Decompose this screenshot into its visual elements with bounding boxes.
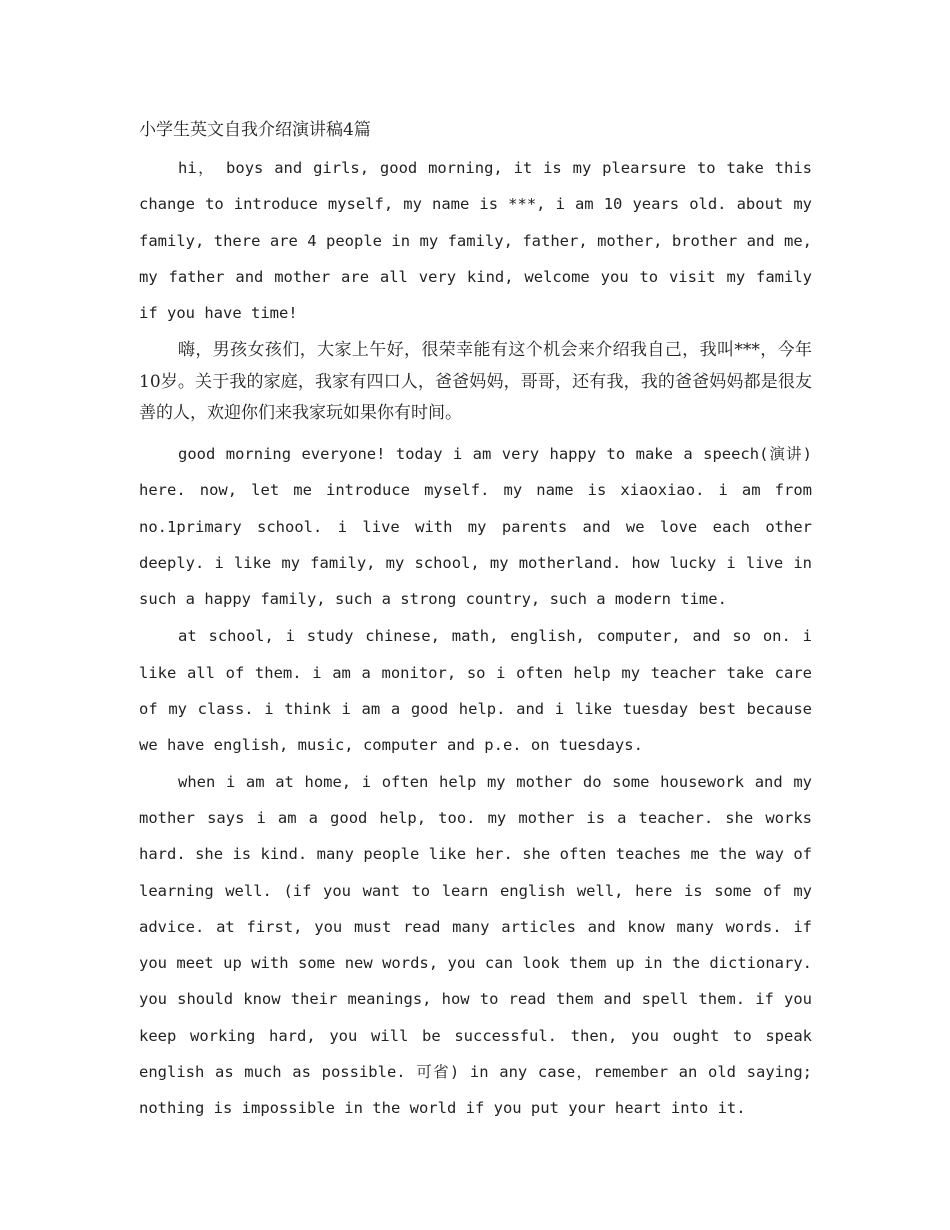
paragraph-chinese-intro: 嗨，男孩女孩们，大家上午好，很荣幸能有这个机会来介绍我自己，我叫***，今年10岁。关于我的家庭，我家有四口人，爸爸妈妈，哥哥，还有我，我的爸爸妈妈都是很友善的人，欢迎你们来我家玩如果你有时间。 xyxy=(139,340,812,424)
document-body xyxy=(139,116,812,1127)
document-title: 小学生英文自我介绍演讲稿4篇 xyxy=(139,120,371,140)
paragraph-home: when i am at home, i often help my mother do some housework and my mother says i am a good help, too. my mother is a teacher. she works hard. she is kind. many people like her. she often teaches me the way of learning well. (if you want to learn english well, here is some of my advice. at first, you must read many articles and know many words. if you meet up with some new words, you can look them up in the dictionary. you should know their meanings, how to read them and spell them. if you keep working hard, you will be successful. then, you ought to speak english as much as possible. 可省) in any case，remember an old saying; nothing is impossible in the world if you put your heart into it. xyxy=(139,772,812,1118)
paragraph-english-intro: hi， boys and girls, good morning, it is my plearsure to take this change to introduce myself, my name is ***, i am 10 years old. about my family, there are 4 people in my family, father, mother, brother and me, my father and mother are all very kind, welcome you to visit my family if you have time! xyxy=(139,159,812,323)
paragraph-speech-intro: good morning everyone! today i am very happy to make a speech(演讲) here. now, let me introduce myself. my name is xiaoxiao. i am from no.1primary school. i live with my parents and we love each other deeply. i like my family, my school, my motherland. how lucky i live in such a happy family, such a strong country, such a modern time. xyxy=(139,444,812,609)
paragraph-school: at school, i study chinese, math, english, computer, and so on. i like all of them. i am a monitor, so i often help my teacher take care of my class. i think i am a good help. and i like tuesday best because we have english, music, computer and p.e. on tuesdays. xyxy=(139,627,812,755)
